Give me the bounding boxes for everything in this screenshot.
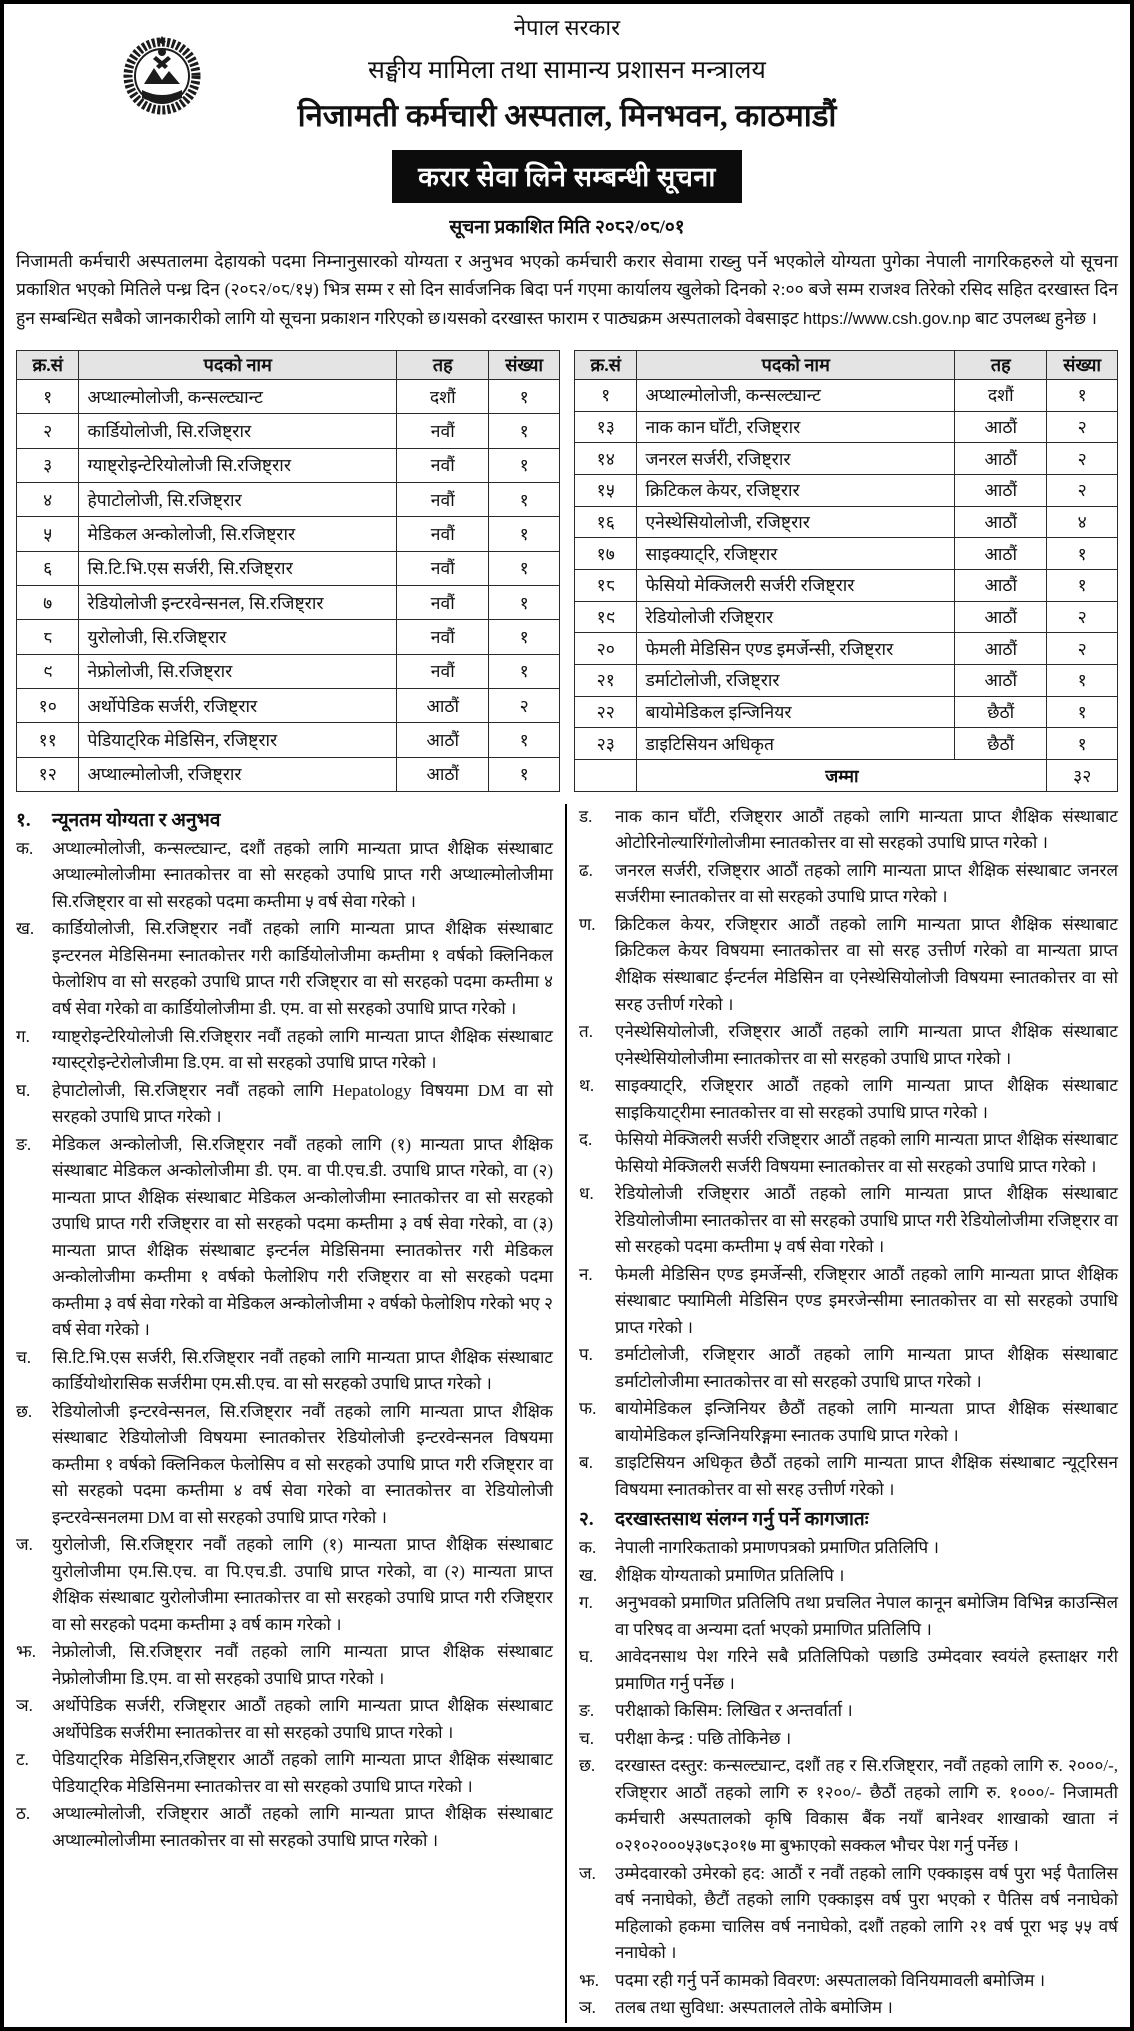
vacancy-tables — [16, 350, 1118, 792]
table-row — [575, 633, 1118, 665]
item-text: तलब तथा सुविधा: अस्पतालले तोके बमोजिम । — [615, 1998, 893, 2018]
column-header-post: पदको नाम — [637, 350, 955, 379]
table-row — [575, 379, 1118, 411]
cell-count: १ — [489, 723, 560, 757]
qualification-item — [16, 1532, 553, 1638]
table-row — [17, 482, 560, 516]
cell-count: १ — [489, 379, 560, 413]
cell-level: नवौं — [397, 517, 489, 551]
document-item — [579, 1753, 1118, 1859]
item-text: अप्थाल्मोलोजी, कन्सल्ट्यान्ट, दशौं तहको लागि मान्यता प्राप्त शैक्षिक संस्थाबाट अप्थाल्मोलोजीमा स्नातकोत्तर वा सो सरहको उपाधि प्राप्त गरी अप्थाल्मोलोजीमा सि.रजिष्ट्रार वा सो सरहको पदमा कम्तीमा ५ वर्ष सेवा गरेको । — [52, 838, 553, 911]
table-row — [575, 474, 1118, 506]
cell-post-name: अप्थाल्मोलोजी, रजिष्ट्रार — [79, 757, 397, 791]
cell-post-name: हेपाटोलोजी, सि.रजिष्ट्रार — [79, 482, 397, 516]
table-row — [575, 538, 1118, 570]
item-label: छ. — [579, 1756, 596, 1776]
cell-count: १ — [1047, 728, 1118, 760]
cell-sn: ४ — [17, 482, 79, 516]
qualification-item — [579, 858, 1118, 911]
item-label: ञ. — [579, 1998, 596, 2018]
item-label: झ. — [579, 1970, 599, 1990]
body-column-left — [16, 804, 567, 2023]
cell-level: नवौं — [397, 448, 489, 482]
column-header-level: तह — [955, 350, 1047, 379]
cell-sn: ८ — [17, 620, 79, 654]
qualification-item — [579, 1127, 1118, 1180]
qualification-item — [579, 1396, 1118, 1449]
cell-count: २ — [1047, 601, 1118, 633]
cell-sn: १८ — [575, 570, 637, 602]
qualification-item — [579, 804, 1118, 857]
qualification-item — [16, 1024, 553, 1077]
item-text: रेडियोलोजी इन्टरवेन्सनल, सि.रजिष्ट्रार नवौं तहको लागि मान्यता प्राप्त शैक्षिक संस्थाबाट रेडियोलोजी विषयमा स्नातकोत्तर रेडियोलोजी इन्टरवेन्सनल विषयमा कम्तीमा १ वर्षको क्लिनिकल फेलोसिप व सो सरहको उपाधि प्राप्त गरी रजिष्ट्रार वा सो सरहको पदमा कम्तीमा ४ वर्ष सेवा गरेको वा स्नातकोत्तर वा रेडियोलोजी इन्टरवेन्सनलमा DM वा सो सरहको उपाधि प्राप्त गरेको । — [52, 1401, 553, 1527]
item-text: एनेस्थेसियोलोजी, रजिष्ट्रार आठौं तहको लागि मान्यता प्राप्त शैक्षिक संस्थाबाट एनेस्थेसियोलोजीमा स्नातकोत्तर वा सो सरहको उपाधि प्राप्त गरेको । — [615, 1022, 1118, 1068]
qualification-item — [16, 1078, 553, 1131]
cell-post-name: डर्माटोलोजी, रजिष्ट्रार — [637, 665, 955, 697]
qualification-item — [16, 1639, 553, 1692]
column-header-sn: क्र.सं — [575, 350, 637, 379]
cell-count: १ — [489, 482, 560, 516]
table-row — [575, 506, 1118, 538]
document-item — [579, 1644, 1118, 1697]
item-text: साइक्याट्रि, रजिष्ट्रार आठौं तहको लागि मान्यता प्राप्त शैक्षिक संस्थाबाट साइकियाट्रीमा स्नातकोत्तर वा सो सरहको उपाधि प्राप्त गरेको । — [615, 1076, 1118, 1122]
cell-count: १ — [1047, 665, 1118, 697]
cell-level: आठौं — [955, 601, 1047, 633]
document-item — [579, 1861, 1118, 1967]
item-label: क. — [579, 1538, 597, 1558]
cell-sn: १ — [575, 379, 637, 411]
nepal-government-emblem — [120, 32, 204, 124]
table-row — [575, 728, 1118, 760]
table-row — [17, 517, 560, 551]
table-row — [575, 665, 1118, 697]
item-text: दरखास्त दस्तुर: कन्सल्ट्यान्ट, दशौं तह र सि.रजिष्ट्रार, नवौं तहको लागि रु. २०००/-, रजिष्ट्रार आठौं तहको लागि रु १२००/- छैठौं तहको लागि रु. १०००/- निजामती कर्मचारी अस्पतालको कृषि विकास बैंक नयाँ बानेश्वर शाखाको खाता नं ०२१०२०००५३७८३०१७ मा बुझाएको सक्कल भौचर पेश गर्नु पर्नेछ । — [615, 1756, 1118, 1855]
item-text: पेडियाट्रिक मेडिसिन,रजिष्ट्रार आठौं तहको लागि मान्यता प्राप्त शैक्षिक संस्थाबाट पेडियाट्रिक मेडिसिनमा स्नातकोत्तर वा सो सरहको उपाधि प्राप्त गरेको । — [52, 1750, 553, 1796]
qualification-item — [16, 1747, 553, 1800]
cell-count: १ — [1047, 696, 1118, 728]
cell-count: २ — [489, 688, 560, 722]
cell-count: १ — [489, 517, 560, 551]
item-label: घ. — [579, 1647, 594, 1667]
item-label: छ. — [16, 1401, 33, 1421]
table-row — [575, 601, 1118, 633]
item-text: उम्मेदवारको उमेरको हद: आठौं र नवौं तहको लागि एक्काइस वर्ष पुरा भई पैतालिस वर्ष ननाघेको, छैटौं तहको लागि एक्काइस वर्ष पुरा भएको र पैतिस वर्ष ननाघेको महिलाको हकमा चालिस वर्ष ननाघेको, दशौं तहको लागि २१ वर्ष पूरा भइ ५५ वर्ष ननाघेको । — [615, 1863, 1118, 1963]
table-row — [17, 688, 560, 722]
cell-sn: १० — [17, 688, 79, 722]
cell-post-name: मेडिकल अन्कोलोजी, सि.रजिष्ट्रार — [79, 517, 397, 551]
qualification-item — [579, 1073, 1118, 1126]
document-item — [579, 1698, 1118, 1725]
cell-post-name: रेडियोलोजी इन्टरवेन्सनल, सि.रजिष्ट्रार — [79, 585, 397, 619]
cell-count: १ — [489, 551, 560, 585]
item-label: ग. — [579, 1593, 593, 1613]
table-row — [575, 411, 1118, 443]
section-1-title: न्यूनतम योग्यता र अनुभव — [52, 809, 221, 831]
cell-level: आठौं — [955, 443, 1047, 475]
qualification-item — [579, 1019, 1118, 1072]
cell-level: नवौं — [397, 620, 489, 654]
item-label: ट. — [16, 1750, 29, 1770]
cell-count: १ — [1047, 570, 1118, 602]
item-label: च. — [16, 1347, 32, 1367]
cell-sn: १३ — [575, 411, 637, 443]
cell-level: नवौं — [397, 482, 489, 516]
vacancy-table-right — [574, 350, 1118, 792]
qualification-item — [579, 1262, 1118, 1342]
item-text: युरोलोजी, सि.रजिष्ट्रार नवौं तहको लागि (१) मान्यता प्राप्त शैक्षिक संस्थाबाट युरोलोजीमा एम.सि.एच. वा पि.एच.डी. उपाधि प्राप्त गरेको, वा (२) मान्यता प्राप्त शैक्षिक संस्थाबाट युरोलोजीमा स्नातकोत्तर वा सो सरहको उपाधि प्राप्त गरी रजिष्ट्रार वा सो सरहको पदमा कम्तीमा ३ वर्ष काम गरेको । — [52, 1535, 553, 1634]
item-label: फ. — [579, 1399, 597, 1419]
cell-post-name: जनरल सर्जरी, रजिष्ट्रार — [637, 443, 955, 475]
cell-post-name: अप्थाल्मोलोजी, कन्सल्ट्यान्ट — [79, 379, 397, 413]
cell-count: २ — [1047, 411, 1118, 443]
cell-sn: १४ — [575, 443, 637, 475]
item-text: ग्याष्ट्रोइन्टेरियोलोजी सि.रजिष्ट्रार नवौं तहको लागि मान्यता प्राप्त शैक्षिक संस्थाबाट ग्यास्ट्रोइन्टेरोलोजीमा डि.एम. वा सो सरहको उपाधि प्राप्त गरेको । — [52, 1026, 553, 1073]
cell-sn: ३ — [17, 448, 79, 482]
cell-post-name: एनेस्थेसियोलोजी, रजिष्ट्रार — [637, 506, 955, 538]
cell-level: नवौं — [397, 414, 489, 448]
cell-post-name: ग्याष्ट्रोइन्टेरियोलोजी सि.रजिष्ट्रार — [79, 448, 397, 482]
item-text: आवेदनसाथ पेश गरिने सबै प्रतिलिपिको पछाडि उम्मेदवार स्वयंले हस्ताक्षर गरी प्रमाणित गर्नु पर्नेछ । — [615, 1647, 1118, 1693]
item-text: अनुभवको प्रमाणित प्रतिलिपि तथा प्रचलित नेपाल कानून बमोजिम विभिन्न काउन्सिल वा परिषद वा अन्यमा दर्ता भएको प्रमाणित प्रतिलिपि । — [615, 1593, 1118, 1639]
document-item — [579, 1726, 1118, 1753]
qualification-item — [16, 1345, 553, 1398]
cell-count: १ — [489, 654, 560, 688]
cell-level: छैठौं — [955, 728, 1047, 760]
cell-count: १ — [489, 448, 560, 482]
table-row — [17, 723, 560, 757]
cell-count: १ — [489, 620, 560, 654]
item-label: त. — [579, 1022, 593, 1042]
item-label: ङ. — [579, 1701, 595, 1721]
cell-level: नवौं — [397, 654, 489, 688]
document-item — [579, 1995, 1118, 2022]
item-text: सि.टि.भि.एस सर्जरी, सि.रजिष्ट्रार नवौं तहको लागि मान्यता प्राप्त शैक्षिक संस्थाबाट कार्डियोथोरासिक सर्जरीमा एम.सी.एच. वा सो सरहको उपाधि प्राप्त गरेको । — [52, 1347, 553, 1394]
cell-count: २ — [1047, 633, 1118, 665]
table-row — [17, 379, 560, 413]
cell-count: १ — [1047, 379, 1118, 411]
cell-sn: ६ — [17, 551, 79, 585]
document-item — [579, 1563, 1118, 1590]
document-item — [579, 1535, 1118, 1562]
item-label: च. — [579, 1728, 595, 1748]
cell-sn: ९ — [17, 654, 79, 688]
cell-sn: २ — [17, 414, 79, 448]
item-label: ख. — [16, 919, 35, 939]
item-label: प. — [579, 1345, 593, 1365]
table-total-row — [575, 760, 1118, 792]
table-row — [17, 585, 560, 619]
table-row — [575, 570, 1118, 602]
cell-count: १ — [1047, 538, 1118, 570]
cell-sn: ५ — [17, 517, 79, 551]
item-text: क्रिटिकल केयर, रजिष्ट्रार आठौं तहको लागि मान्यता प्राप्त शैक्षिक संस्थाबाट क्रिटिकल केयर विषयमा स्नातकोत्तर वा सो सरह उत्तीर्ण गरेको वा मान्यता प्राप्त शैक्षिक संस्थाबाट ईन्टर्नल मेडिसिन वा एनेस्थेसियोलोजी विषयमा स्नातकोत्तर वा सो सरह उत्तीर्ण गरेको । — [615, 914, 1118, 1014]
column-header-post: पदको नाम — [79, 350, 397, 379]
item-text: परीक्षा केन्द्र : पछि तोकिनेछ । — [615, 1728, 792, 1748]
table-row — [575, 696, 1118, 728]
item-label: ध. — [579, 1184, 594, 1204]
cell-sn: ७ — [17, 585, 79, 619]
cell-level: आठौं — [955, 474, 1047, 506]
item-text: परीक्षाको किसिम: लिखित र अन्तर्वार्ता । — [615, 1701, 853, 1721]
item-text: पदमा रही गर्नु पर्ने कामको विवरण: अस्पतालको विनियमावली बमोजिम । — [615, 1970, 1046, 1990]
cell-count: १ — [489, 585, 560, 619]
cell-post-name: कार्डियोलोजी, सि.रजिष्ट्रार — [79, 414, 397, 448]
item-text: कार्डियोलोजी, सि.रजिष्ट्रार नवौं तहको लागि मान्यता प्राप्त शैक्षिक संस्थाबाट इन्टरनल मेडिसिनमा स्नातकोत्तर गरी कार्डियोलोजीमा कम्तीमा १ वर्षको क्लिनिकल फेलोशिप वा सो सरहको उपाधि प्राप्त गरी रजिष्ट्रार वा सो सरहको पदमा कम्तीमा ४ वर्ष सेवा गरेको वा कार्डियोलोजीमा डी. एम. वा सो सरहको उपाधि प्राप्त गरेको । — [52, 919, 553, 1018]
hospital-website-url: https://www.csh.gov.np — [803, 309, 971, 328]
cell-sn: १९ — [575, 601, 637, 633]
cell-post-name: फेसियो मेक्जिलरी सर्जरी रजिष्ट्रार — [637, 570, 955, 602]
cell-post-name: क्रिटिकल केयर, रजिष्ट्रार — [637, 474, 955, 506]
table-row — [17, 654, 560, 688]
intro-text-after-url: बाट उपलब्ध हुनेछ । — [970, 307, 1097, 328]
table-row — [17, 448, 560, 482]
cell-post-name: फेमली मेडिसिन एण्ड इमर्जेन्सी, रजिष्ट्रार — [637, 633, 955, 665]
item-text: हेपाटोलोजी, सि.रजिष्ट्रार नवौं तहको लागि Hepatology विषयमा DM वा सो सरहको उपाधि प्राप्त गरेको । — [52, 1080, 553, 1127]
item-text: मेडिकल अन्कोलोजी, सि.रजिष्ट्रार नवौं तहको लागि (१) मान्यता प्राप्त शैक्षिक संस्थाबाट मेडिकल अन्कोलोजीमा डी. एम. वा पी.एच.डी. उपाधि प्राप्त गरेको, वा (२) मान्यता प्राप्त शैक्षिक संस्थाबाट मेडिकल अन्कोलोजीमा स्नातकोत्तर वा सो सरहको उपाधि प्राप्त गरी रजिष्ट्रार वा सो सरहको पदमा कम्तीमा ३ वर्ष सेवा गरेको, वा (३) मान्यता प्राप्त शैक्षिक संस्थाबाट इन्टर्नल मेडिसिनमा स्नातकोत्तर गरी मेडिकल अन्कोलोजीमा कम्तीमा १ वर्षको फेलोशिप गरी रजिष्ट्रार वा सो सरहको पदमा कम्तीमा ३ वर्ष सेवा गरेको वा मेडिकल अन्कोलोजीमा २ वर्षको फेलोशिप गरेको भए २ वर्ष सेवा गरेको । — [52, 1134, 553, 1340]
item-text: अर्थोपेडिक सर्जरी, रजिष्ट्रार आठौं तहको लागि मान्यता प्राप्त शैक्षिक संस्थाबाट अर्थोपेडिक सर्जरीमा स्नातकोत्तर वा सो सरहको उपाधि प्राप्त गरेको । — [52, 1696, 553, 1742]
qualification-item — [16, 1693, 553, 1746]
item-text: अप्थाल्मोलोजी, रजिष्ट्रार आठौं तहको लागि मान्यता प्राप्त शैक्षिक संस्थाबाट अप्थाल्मोलोजीमा स्नातकोत्तर वा सो सरहको उपाधि प्राप्त गरेको । — [52, 1804, 553, 1850]
cell-sn: २२ — [575, 696, 637, 728]
item-label: घ. — [16, 1080, 31, 1100]
cell-post-name: बायोमेडिकल इन्जिनियर — [637, 696, 955, 728]
cell-sn: २१ — [575, 665, 637, 697]
section-2-number: २. — [579, 1509, 594, 1531]
qualification-item — [16, 916, 553, 1022]
vacancy-table-left — [16, 350, 560, 792]
item-label: न. — [579, 1264, 593, 1284]
column-header-level: तह — [397, 350, 489, 379]
qualification-item — [579, 1450, 1118, 1503]
published-date: सूचना प्रकाशित मिति २०८२/०८/०१ — [449, 217, 685, 238]
qualification-item — [16, 836, 553, 916]
table-row — [17, 551, 560, 585]
item-text: फेसियो मेक्जिलरी सर्जरी रजिष्ट्रार आठौं तहको लागि मान्यता प्राप्त शैक्षिक संस्थाबाट फेसियो मेक्जिलरी सर्जरी विषयमा स्नातकोत्तर वा सो सरहको उपाधि प्राप्त गरेको । — [615, 1130, 1118, 1176]
item-label: ज. — [16, 1535, 33, 1555]
qualification-item — [16, 1132, 553, 1344]
cell-post-name: अप्थाल्मोलोजी, कन्सल्ट्यान्ट — [637, 379, 955, 411]
cell-level: आठौं — [955, 411, 1047, 443]
item-label: क. — [16, 838, 34, 858]
cell-count: ४ — [1047, 506, 1118, 538]
cell-post-name: नेफ्रोलोजी, सि.रजिष्ट्रार — [79, 654, 397, 688]
section-2-heading — [579, 1505, 1118, 1531]
government-name: नेपाल सरकार — [513, 15, 621, 40]
item-label: ड. — [579, 806, 593, 826]
cell-post-name: रेडियोलोजी रजिष्ट्रार — [637, 601, 955, 633]
column-header-count: संख्या — [489, 350, 560, 379]
cell-level: आठौं — [397, 757, 489, 791]
item-text: डर्माटोलोजी, रजिष्ट्रार आठौं तहको लागि मान्यता प्राप्त शैक्षिक संस्थाबाट डर्माटोलोजीमा स्नातकोत्तर वा सो सरहको उपाधि प्राप्त गरेको । — [615, 1345, 1118, 1391]
cell-sn-empty — [575, 760, 637, 792]
item-text: नेफ्रोलोजी, सि.रजिष्ट्रार नवौं तहको लागि मान्यता प्राप्त शैक्षिक संस्थाबाट नेफ्रोलोजीमा डि.एम. वा सो सरहको उपाधि प्राप्त गरेको । — [52, 1642, 553, 1688]
item-text: फेमली मेडिसिन एण्ड इमर्जेन्सी, रजिष्ट्रार आठौं तहको लागि मान्यता प्राप्त शैक्षिक संस्थाबाट फ्यामिली मेडिसिन एण्ड इमरजेन्सीमा स्नातकोत्तर वा सो सरहको उपाधि प्राप्त गरेको । — [615, 1264, 1118, 1337]
intro-text-before-url: निजामती कर्मचारी अस्पतालमा देहायको पदमा निम्नानुसारको योग्यता र अनुभव भएको कर्मचारी करार सेवामा राख्नु पर्ने भएकोले योग्यता पुगेका नेपाली नागरिकहरुले यो सूचना प्रकाशित भएको मितिले पन्ध्र दिन (२०८२/०८/१५) भित्र सम्म र सो दिन सार्वजनिक बिदा पर्न गएमा कार्यालय खुलेको दिनको २:०० बजे सम्म राजश्व तिरेको रसिद सहित दरखास्त दिन हुन सम्बन्धित सबैको जानकारीको लागि यो सूचना प्रकाशन गरिएको छ।यसको दरखास्त फाराम र पाठ्यक्रम अस्पतालको वेबसाइट — [16, 251, 1118, 328]
item-label: ण. — [579, 914, 596, 934]
qualification-list-right — [579, 804, 1118, 1503]
item-label: ठ. — [16, 1804, 31, 1824]
cell-sn: २३ — [575, 728, 637, 760]
ministry-name: सङ्घीय मामिला तथा सामान्य प्रशासन मन्त्रालय — [368, 57, 766, 84]
table-row — [575, 443, 1118, 475]
cell-level: आठौं — [397, 688, 489, 722]
item-text: शैक्षिक योग्यताको प्रमाणित प्रतिलिपि । — [615, 1565, 845, 1585]
item-label: ख. — [579, 1565, 598, 1585]
cell-post-name: साइक्याट्रि, रजिष्ट्रार — [637, 538, 955, 570]
item-label: झ. — [16, 1642, 36, 1662]
table-header-row — [17, 350, 560, 379]
item-label: ब. — [579, 1453, 593, 1473]
item-text: बायोमेडिकल इन्जिनियर छैठौं तहको लागि मान्यता प्राप्त शैक्षिक संस्थाबाट बायोमेडिकल इन्जिनियरिङ्गमा स्नातक उपाधि प्राप्त गरेको । — [615, 1399, 1118, 1445]
cell-level: आठौं — [955, 506, 1047, 538]
cell-level: नवौं — [397, 585, 489, 619]
cell-count: १ — [489, 757, 560, 791]
documents-list — [579, 1535, 1118, 2021]
section-2-title: दरखास्तसाथ संलग्न गर्नु पर्ने कागजातः — [615, 1509, 869, 1531]
section-1-number: १. — [16, 809, 31, 831]
cell-sn: १२ — [17, 757, 79, 791]
table-row — [17, 414, 560, 448]
cell-sn: १ — [17, 379, 79, 413]
cell-level: आठौं — [955, 538, 1047, 570]
cell-post-name: नाक कान घाँटी, रजिष्ट्रार — [637, 411, 955, 443]
qualification-item — [16, 1399, 553, 1532]
cell-level: आठौं — [955, 570, 1047, 602]
cell-level: दशौं — [955, 379, 1047, 411]
intro-paragraph — [16, 247, 1118, 332]
item-text: नेपाली नागरिकताको प्रमाणपत्रको प्रमाणित प्रतिलिपि । — [615, 1538, 939, 1558]
cell-count: २ — [1047, 443, 1118, 475]
item-text: डाइटिसियन अधिकृत छैठौं तहको लागि मान्यता प्राप्त शैक्षिक संस्थाबाट न्यूट्रिसन विषयमा स्नातकोत्तर वा सो सरह उत्तीर्ण गरेको । — [615, 1453, 1118, 1499]
column-header-sn: क्र.सं — [17, 350, 79, 379]
item-text: जनरल सर्जरी, रजिष्ट्रार आठौं तहको लागि मान्यता प्राप्त शैक्षिक संस्थाबाट जनरल सर्जरीमा स्नातकोत्तर वा सो सरहको उपाधि प्राप्त गरेको । — [615, 860, 1118, 907]
cell-post-name: युरोलोजी, सि.रजिष्ट्रार — [79, 620, 397, 654]
qualification-item — [579, 1181, 1118, 1261]
qualification-item — [16, 1801, 553, 1854]
body-column-right — [567, 804, 1118, 2023]
item-label: ञ. — [16, 1696, 33, 1716]
cell-sn: १६ — [575, 506, 637, 538]
qualification-list-left — [16, 836, 553, 1855]
item-text: रेडियोलोजी रजिष्ट्रार आठौं तहको लागि मान्यता प्राप्त शैक्षिक संस्थाबाट रेडियोलोजीमा स्नातकोत्तर वा सो सरहको उपाधि प्राप्त गरी रेडियोलोजीमा रजिष्ट्रार वा सो सरहको पदमा कम्तीमा ५ वर्ष सेवा गरेको । — [615, 1184, 1118, 1257]
cell-level: दशौं — [397, 379, 489, 413]
total-value: ३२ — [1047, 760, 1118, 792]
cell-level: नवौं — [397, 551, 489, 585]
qualification-item — [579, 1342, 1118, 1395]
item-label: ज. — [579, 1863, 596, 1883]
cell-level: छैठौं — [955, 696, 1047, 728]
cell-post-name: डाइटिसियन अधिकृत — [637, 728, 955, 760]
body-columns — [16, 804, 1118, 2023]
cell-count: २ — [1047, 474, 1118, 506]
hospital-name: निजामती कर्मचारी अस्पताल, मिनभवन, काठमाडौं — [297, 98, 837, 133]
document-item — [579, 1968, 1118, 1995]
cell-level: आठौं — [397, 723, 489, 757]
table-header-row — [575, 350, 1118, 379]
item-label: ग. — [16, 1026, 30, 1046]
cell-sn: १७ — [575, 538, 637, 570]
item-label: द. — [579, 1130, 593, 1150]
item-text: नाक कान घाँटी, रजिष्ट्रार आठौं तहको लागि मान्यता प्राप्त शैक्षिक संस्थाबाट ओटोरिनोल्यारिंगोलोजीमा स्नातकोत्तर वा सो सरहको उपाधि प्राप्त गरेको । — [615, 806, 1118, 853]
table-row — [17, 757, 560, 791]
cell-sn: २० — [575, 633, 637, 665]
cell-post-name: पेडियाट्रिक मेडिसिन, रजिष्ट्रार — [79, 723, 397, 757]
cell-count: १ — [489, 414, 560, 448]
item-label: ढ. — [579, 860, 593, 880]
table-row — [17, 620, 560, 654]
item-label: थ. — [579, 1076, 595, 1096]
cell-level: आठौं — [955, 665, 1047, 697]
section-1-heading — [16, 806, 553, 832]
document-item — [579, 1590, 1118, 1643]
qualification-item — [579, 912, 1118, 1018]
cell-post-name: सि.टि.भि.एस सर्जरी, सि.रजिष्ट्रार — [79, 551, 397, 585]
total-label: जम्मा — [637, 760, 1047, 792]
cell-sn: १५ — [575, 474, 637, 506]
cell-post-name: अर्थोपेडिक सर्जरी, रजिष्ट्रार — [79, 688, 397, 722]
cell-level: आठौं — [955, 633, 1047, 665]
column-header-count: संख्या — [1047, 350, 1118, 379]
notice-title: करार सेवा लिने सम्बन्धी सूचना — [392, 150, 742, 203]
item-label: ङ. — [16, 1134, 32, 1154]
cell-sn: ११ — [17, 723, 79, 757]
